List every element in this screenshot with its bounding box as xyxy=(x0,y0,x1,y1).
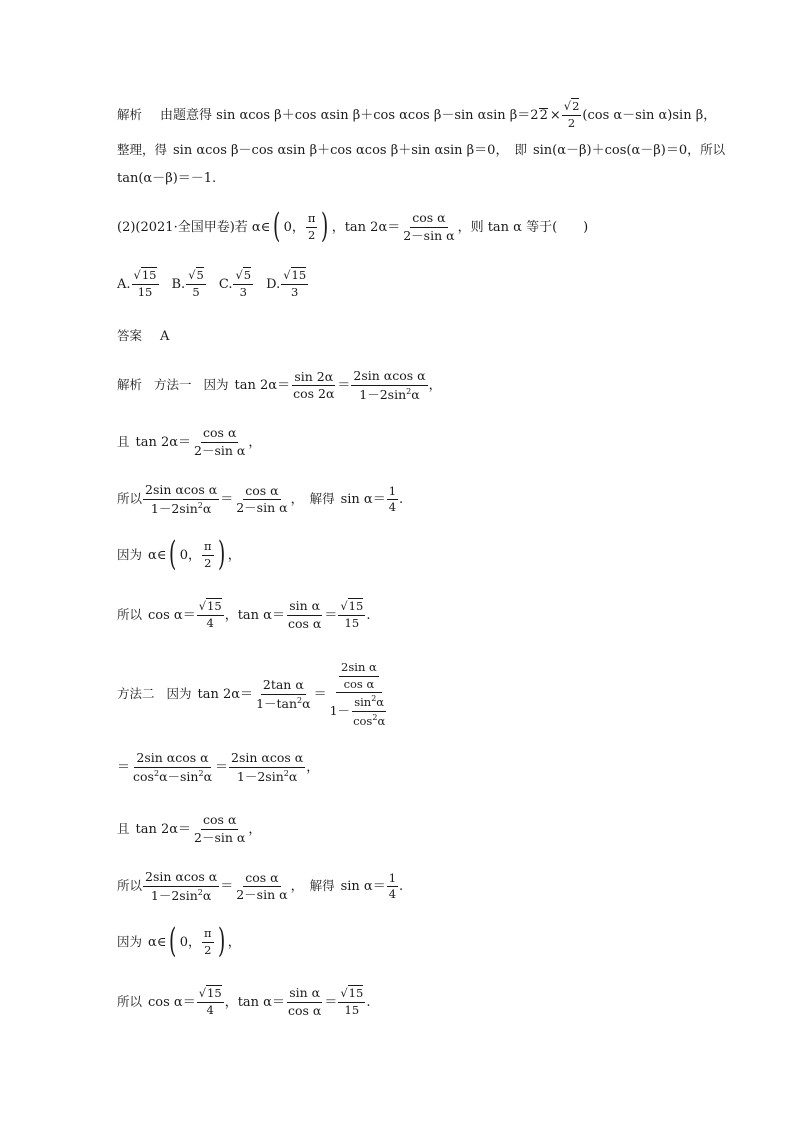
ie-label: 即 xyxy=(514,142,527,158)
m2-line6: 所以 cos α＝ $\frac{√15}{4}$ ， tan α＝ $\frac{\text{sin α}}{\text{cos α}}$ ＝ $\frac{√15}{15}$ . xyxy=(117,985,371,1018)
question-prefix: (2)(2021·全国甲卷)若 α∈ xyxy=(117,219,271,235)
m2-line3: 且 tan 2α＝ $\frac{\text{cos α}}{\text{2－sin α}}$ ， xyxy=(117,812,262,845)
m1-line2: 且 tan 2α＝ $\frac{\text{cos α}}{\text{2－sin α}}$ ， xyxy=(117,425,262,458)
so-label: 所以 xyxy=(117,491,143,507)
organize-label: 整理，得 xyxy=(117,142,168,158)
option-b: B. $\frac{√5}{5}$ xyxy=(171,268,204,299)
option-c: C. $\frac{√5}{3}$ xyxy=(218,268,252,299)
m1-line1: 解析 方法一 因为 tan 2α＝ $\frac{\sin 2\alpha}{\cos 2\alpha}$ ＝ $\frac{\text{2sin αcos α}}{1-2\sin^2\alpha}$ ， xyxy=(117,368,442,402)
sqrt-2: 2 xyxy=(539,108,548,123)
soyi-label: 所以 xyxy=(700,142,726,158)
method1-label: 方法一 xyxy=(154,377,192,393)
options-line xyxy=(117,270,309,298)
prev-eq-end: (cos α－sin α)sin β， xyxy=(582,107,717,123)
option-a: A. $\frac{√15}{15}$ xyxy=(117,268,157,299)
method2-label: 方法二 xyxy=(117,686,155,702)
prev-analysis-line2 xyxy=(117,144,725,157)
frac-pi-over-2: $\frac{\pi}{2}$ xyxy=(307,211,316,242)
m2-line4: 所以 $\frac{\text{2sin αcos α}}{1-2\sin^2\alpha}$ ＝ $\frac{\text{cos α}}{\text{2－sin α}}$ ， 解得 sin α＝ $\frac{1}{4}$ . xyxy=(117,869,404,903)
answer-line xyxy=(117,330,169,343)
answer-label: 答案 xyxy=(117,328,143,344)
prev-result: tan(α－β)＝－1. xyxy=(117,171,217,186)
prev-analysis-line3 xyxy=(117,172,216,185)
m2-line2: ＝ $\frac{\text{2sin αcos α}}{\cos^2\alpha-\sin^2\alpha}$ ＝ $\frac{\text{2sin αcos α}}{1-2\sin^2\alpha}$ ， xyxy=(117,750,320,784)
prev-analysis-line1: 解析 由题意得 sin αcos β＋cos αsin β＋cos αcos β－sin αsin β＝2 2 × $\frac{√2}{2}$ (cos α－sin α)sin β， xyxy=(117,99,717,130)
m2-line1: 方法二 因为 tan 2α＝ $\frac{\text{2tan α}}{1-\tan^2\alpha}$ ＝ $\frac{\text{2sin α}}{\text{cos α}}$ 1－ $\frac{\sin^2\alpha}{\cos^2\alpha}$ xyxy=(117,662,391,727)
prev-eq-start: 由题意得 sin αcos β＋cos αsin β＋cos αcos β－sin αsin β＝2 xyxy=(160,107,539,123)
m1-line4: 因为 α∈ ( 0， $\frac{\pi}{2}$ ) ， xyxy=(117,534,241,575)
solve-label: 解得 xyxy=(309,491,335,507)
question-tail: ，则 tan α 等于( ) xyxy=(457,219,589,235)
frac-cos-over-2-minus-sin: $\frac{\text{cos α}}{\text{2－sin α}}$ xyxy=(403,210,455,243)
because-label: 因为 xyxy=(203,377,229,393)
frac-sqrt2-over-2: $\frac{√2}{2}$ xyxy=(563,99,580,130)
complex-frac: $\frac{\text{2sin α}}{\text{cos α}}$ 1－ $\frac{\sin^2\alpha}{\cos^2\alpha}$ xyxy=(329,660,386,728)
prev-eq-mid: sin αcos β－cos αsin β＋cos αcos β＋sin αsin β＝0， xyxy=(173,143,509,158)
answer-value: A xyxy=(160,329,170,344)
m1-line5: 所以 cos α＝ $\frac{√15}{4}$ ， tan α＝ $\frac{\text{sin α}}{\text{cos α}}$ ＝ $\frac{√15}{15}$ . xyxy=(117,598,371,631)
interval-start: 0， xyxy=(283,219,305,235)
option-d: D. $\frac{√15}{3}$ xyxy=(266,268,307,299)
question-after: ，tan 2α＝ xyxy=(331,219,401,235)
and-label: 且 xyxy=(117,433,130,449)
m2-line5: 因为 α∈ ( 0， $\frac{\pi}{2}$ ) ， xyxy=(117,921,241,962)
analysis-label-2: 解析 xyxy=(117,377,143,393)
analysis-label: 解析 xyxy=(117,106,143,122)
prev-eq-end2: sin(α－β)＋cos(α－β)＝0， xyxy=(532,143,701,158)
question-line: (2)(2021·全国甲卷)若 α∈ ( 0， $\frac{\pi}{2}$ ) ，tan 2α＝ $\frac{\text{cos α}}{\text{2－sin α}}$ ，则 tan α 等于( ) xyxy=(117,206,589,247)
m1-line3: 所以 $\frac{\text{2sin αcos α}}{1-2\sin^2\alpha}$ ＝ $\frac{\text{cos α}}{\text{2－sin α}}$ ， 解得 sin α＝ $\frac{1}{4}$ . xyxy=(117,482,404,516)
